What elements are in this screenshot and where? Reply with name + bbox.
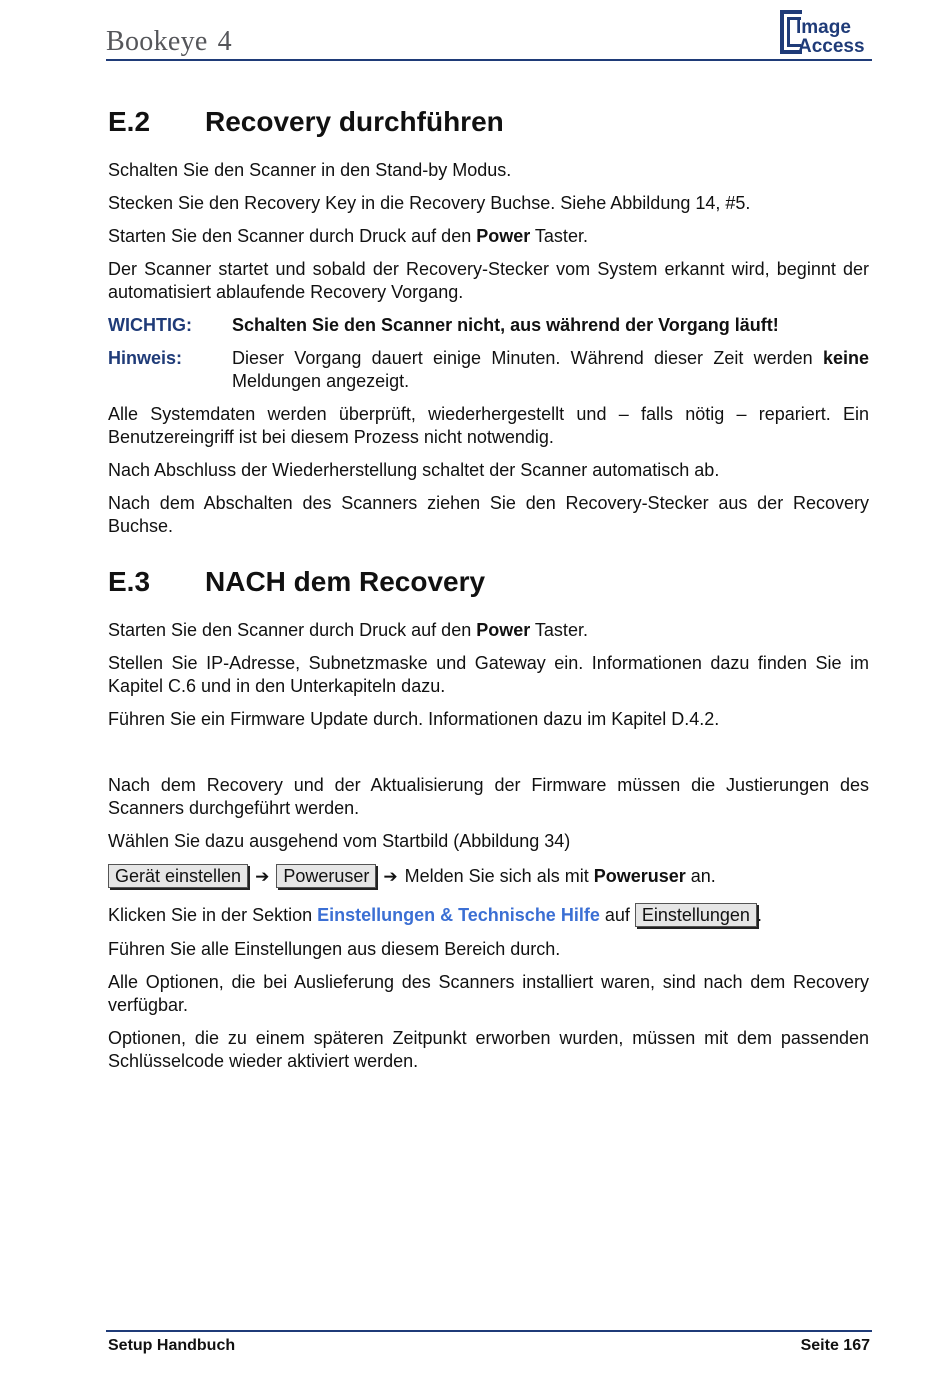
image-access-logo bbox=[780, 8, 872, 58]
logo-line1: Image bbox=[796, 17, 851, 38]
e3-para-1 bbox=[108, 619, 869, 642]
login-bold: Poweruser bbox=[593, 866, 686, 886]
e3-para-1-bold: Power bbox=[476, 620, 531, 640]
heading-e3-title: NACH dem Recovery bbox=[205, 566, 486, 597]
e3-para-2: Stellen Sie IP-Adresse, Subnetzmaske und Gateway ein. Informationen dazu finden Sie im Kapitel C.6 und in den Unterkapiteln dazu. bbox=[108, 653, 869, 696]
heading-e2 bbox=[108, 100, 869, 144]
header-divider bbox=[106, 59, 872, 61]
geraet-einstellen-button[interactable]: Gerät einstellen bbox=[108, 864, 248, 888]
bookeye-logo bbox=[106, 26, 232, 58]
e2-para-3-bold: Power bbox=[476, 226, 531, 246]
arrow-right-icon: ➔ bbox=[255, 867, 270, 886]
login-pre: Melden Sie sich als mit bbox=[404, 866, 594, 886]
e3-para-3: Führen Sie ein Firmware Update durch. Informationen dazu im Kapitel D.4.2. bbox=[108, 709, 720, 729]
e2-para-4: Der Scanner startet und sobald der Recovery-Stecker vom System erkannt wird, beginnt der automatisiert ablaufende Recovery Vorgang. bbox=[108, 259, 869, 302]
click-post: . bbox=[756, 905, 762, 925]
poweruser-button[interactable]: Poweruser bbox=[276, 864, 376, 888]
footer-title: Setup Handbuch bbox=[108, 1337, 236, 1354]
heading-e2-number: E.2 bbox=[108, 106, 151, 137]
e2-para-5: Alle Systemdaten werden überprüft, wiederhergestellt und – falls nötig – repariert. Ein Benutzereingriff ist bei diesem Prozess nicht notwendig. bbox=[108, 404, 869, 447]
e3-para-4: Nach dem Recovery und der Aktualisierung der Firmware müssen die Justierungen des Scanners durchgeführt werden. bbox=[108, 775, 869, 818]
e2-para-3 bbox=[108, 225, 869, 248]
einstellungen-button[interactable]: Einstellungen bbox=[635, 903, 757, 927]
e3-para-1-post: Taster. bbox=[530, 620, 588, 640]
logo-product-version: 4 bbox=[217, 26, 232, 57]
click-pre: Klicken Sie in der Sektion bbox=[108, 905, 318, 925]
click-mid: auf bbox=[599, 905, 635, 925]
e2-para-3-post: Taster. bbox=[530, 226, 588, 246]
logo-product-name: Bookeye bbox=[106, 26, 208, 57]
hinweis-label: Hinweis: bbox=[108, 348, 183, 368]
e3-para-1-pre: Starten Sie den Scanner durch Druck auf den bbox=[108, 620, 477, 640]
heading-e3-number: E.3 bbox=[108, 566, 151, 597]
e2-para-3-pre: Starten Sie den Scanner durch Druck auf den bbox=[108, 226, 477, 246]
hinweis-note bbox=[108, 347, 869, 393]
e2-para-1: Schalten Sie den Scanner in den Stand-by Modus. bbox=[108, 160, 512, 180]
footer-divider bbox=[106, 1330, 872, 1332]
hinweis-post: Meldungen angezeigt. bbox=[232, 371, 410, 391]
page-header bbox=[106, 8, 872, 60]
e3-para-8: Optionen, die zu einem späteren Zeitpunkt erworben wurden, müssen mit dem passenden Schlüsselcode wieder aktiviert werden. bbox=[108, 1028, 869, 1071]
hinweis-pre: Dieser Vorgang dauert einige Minuten. Während dieser Zeit werden bbox=[232, 348, 823, 368]
wichtig-label: WICHTIG: bbox=[108, 315, 192, 335]
e3-para-7: Alle Optionen, die bei Auslieferung des Scanners installiert waren, sind nach dem Recovery verfügbar. bbox=[108, 972, 869, 1015]
arrow-right-icon: ➔ bbox=[383, 867, 398, 886]
page-number: Seite 167 bbox=[800, 1337, 870, 1354]
e3-para-6: Führen Sie alle Einstellungen aus diesem Bereich durch. bbox=[108, 939, 561, 959]
wichtig-text: Schalten Sie den Scanner nicht, aus während der Vorgang läuft! bbox=[232, 315, 779, 335]
hinweis-text bbox=[232, 347, 869, 393]
wichtig-note bbox=[108, 314, 869, 337]
login-post: an. bbox=[685, 866, 716, 886]
e3-button-path bbox=[108, 863, 869, 890]
heading-e3 bbox=[108, 560, 869, 604]
heading-e2-title: Recovery durchführen bbox=[205, 106, 504, 137]
page-content bbox=[108, 100, 869, 1073]
e3-click-instruction bbox=[108, 902, 869, 928]
e2-para-7: Nach dem Abschalten des Scanners ziehen Sie den Recovery-Stecker aus der Recovery Buchse. bbox=[108, 493, 869, 536]
e2-para-2: Stecken Sie den Recovery Key in die Recovery Buchse. Siehe Abbildung 14, #5. bbox=[108, 193, 751, 213]
hinweis-bold: keine bbox=[822, 348, 869, 368]
e2-para-6: Nach Abschluss der Wiederherstellung schaltet der Scanner automatisch ab. bbox=[108, 460, 720, 480]
logo-line2: Access bbox=[798, 36, 865, 57]
e3-para-5: Wählen Sie dazu ausgehend vom Startbild (Abbildung 34) bbox=[108, 831, 571, 851]
einstellungen-hilfe-link: Einstellungen & Technische Hilfe bbox=[317, 905, 600, 925]
